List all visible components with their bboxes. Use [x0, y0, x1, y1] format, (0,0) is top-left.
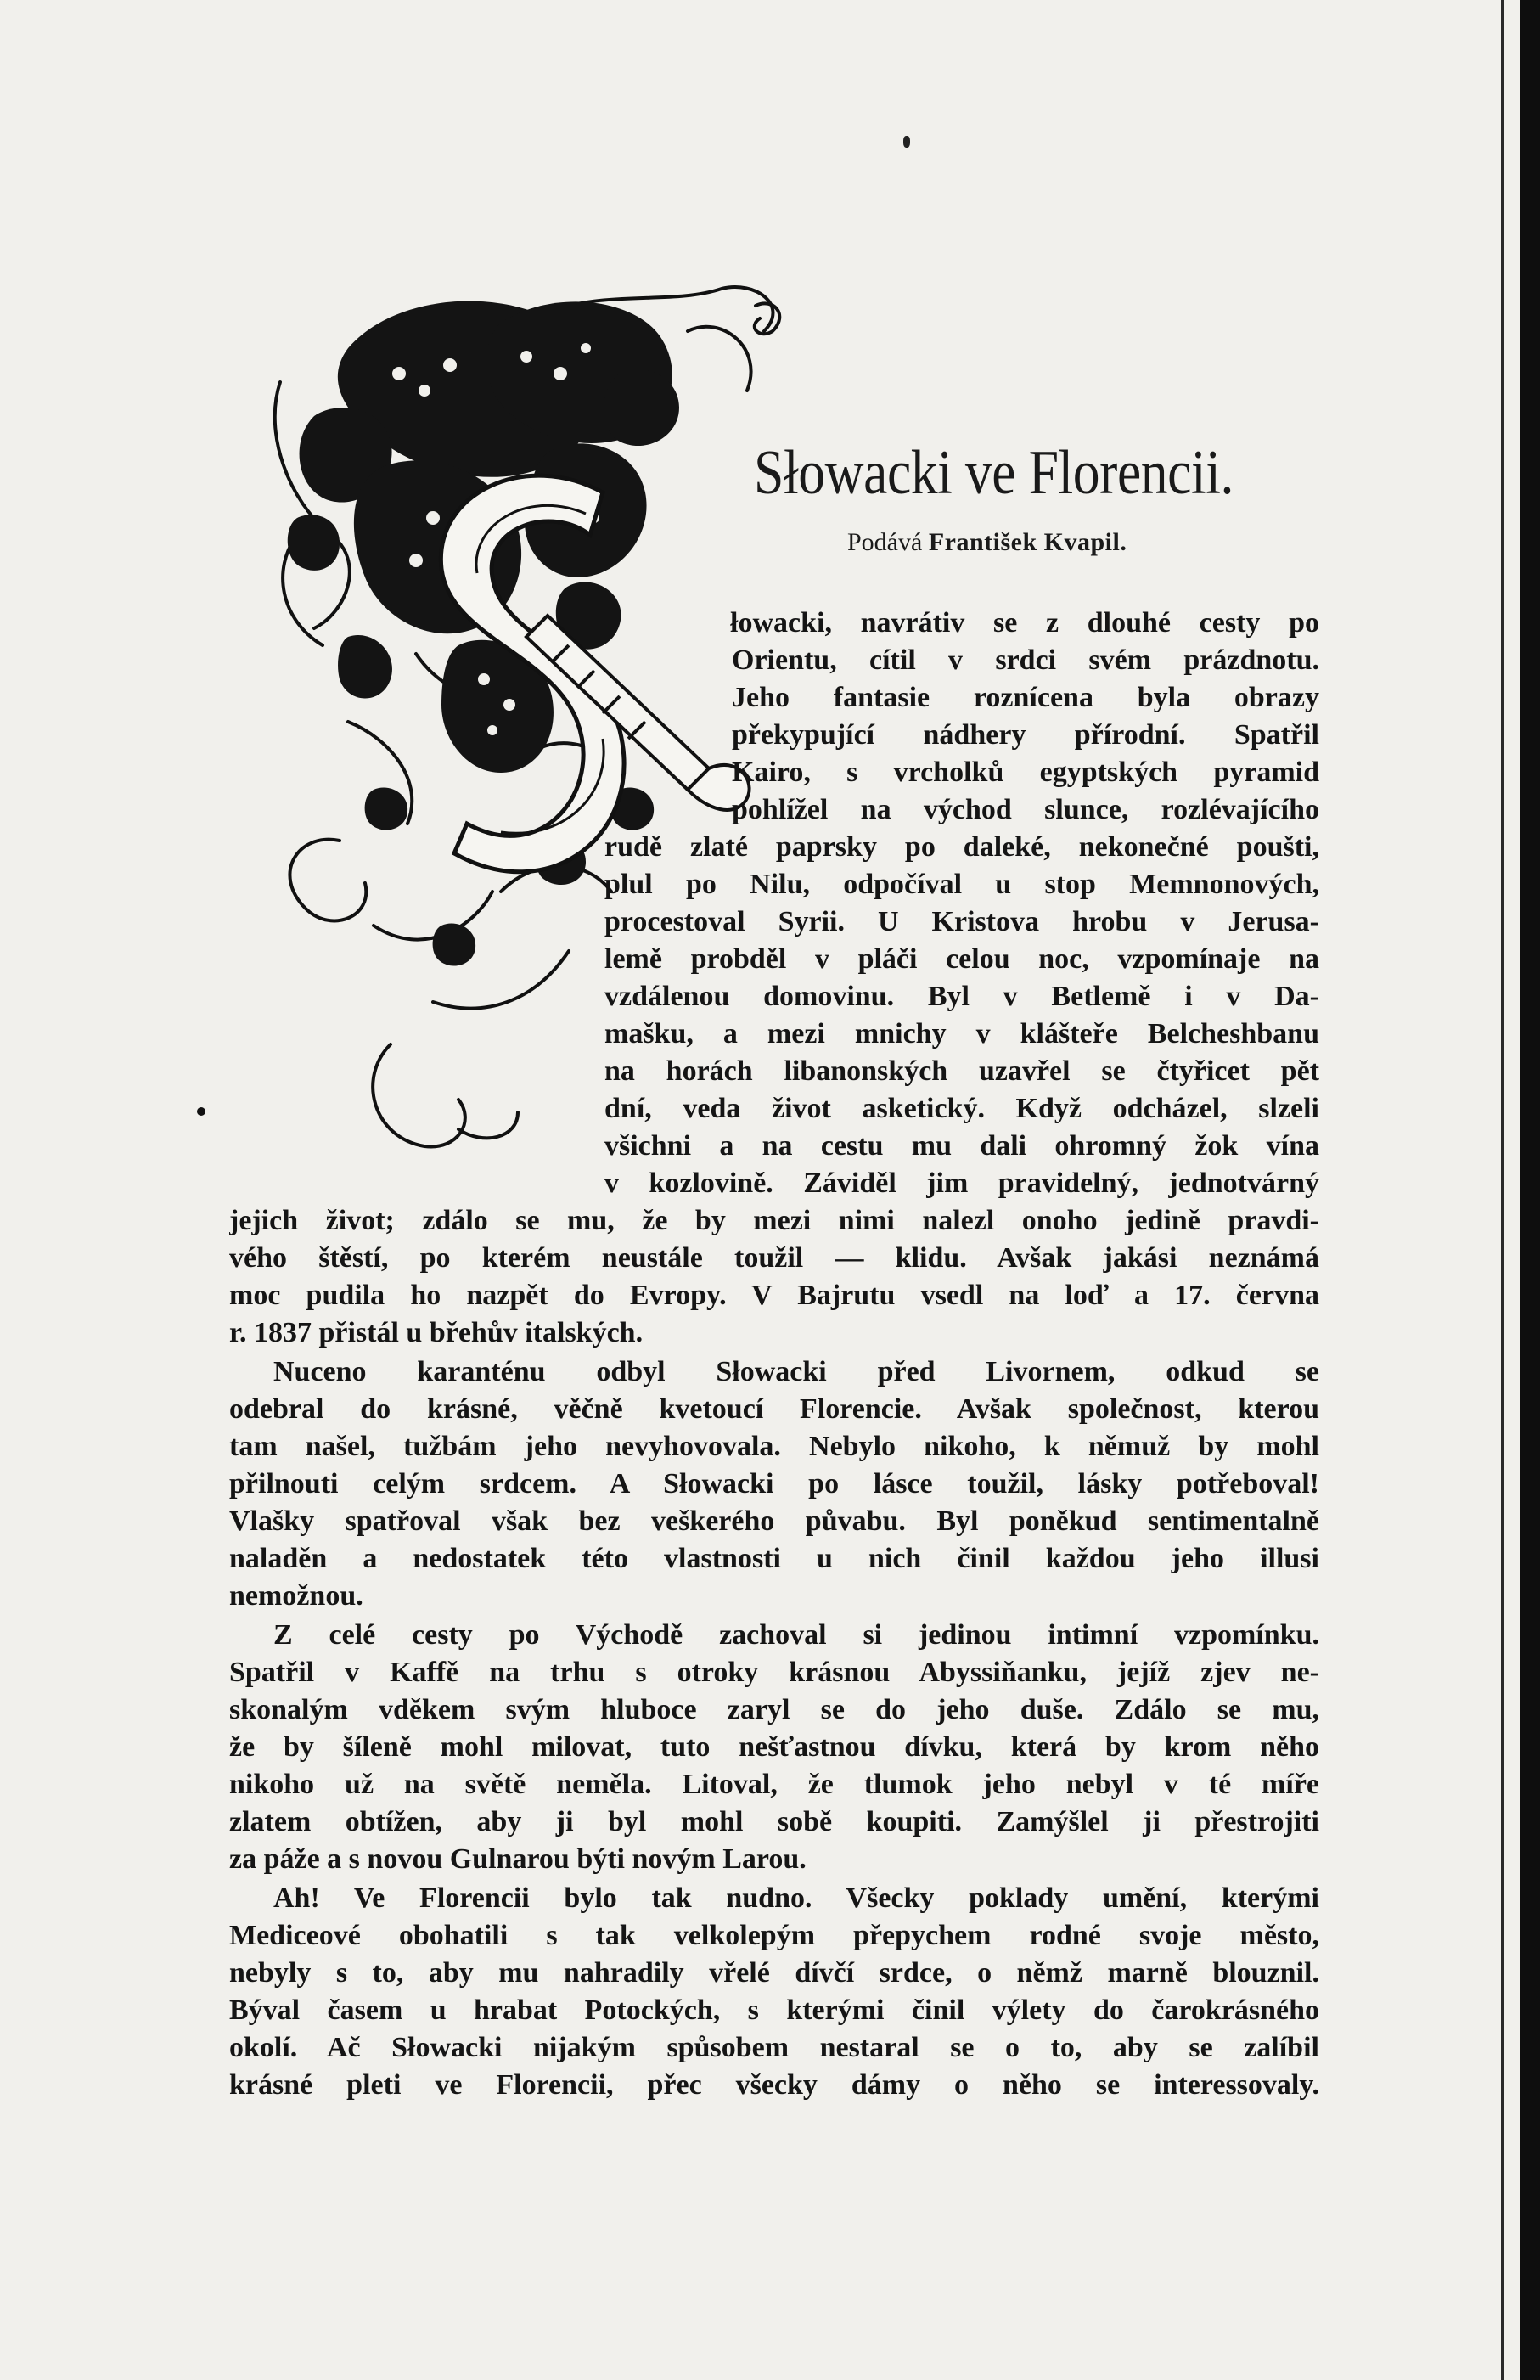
text-line: že by šíleně mohl milovat, tuto nešťastnou dívku, která by krom něho [229, 1731, 1319, 1763]
text-line: Orientu, cítil v srdci svém prázdnotu. [732, 644, 1319, 676]
text-line: nikoho už na světě neměla. Litoval, že tlumok jeho nebyl v té míře [229, 1769, 1319, 1800]
text-line: nemožnou. [229, 1580, 363, 1612]
text-line: r. 1837 přistál u břehův italských. [229, 1317, 644, 1348]
text-line: Ah! Ve Florencii bylo tak nudno. Všecky poklady umění, kterými [273, 1882, 1319, 1914]
author-name: František Kvapil. [928, 528, 1127, 556]
text-line: krásné pleti ve Florencii, přec všecky dámy o něho se interessovaly. [229, 2069, 1319, 2101]
text-line: vého štěstí, po kterém neustále toužil — klidu. Avšak jakási neznámá [229, 1242, 1319, 1274]
text-line: v kozlovině. Záviděl jim pravidelný, jednotvárný [604, 1167, 1319, 1199]
text-line: okolí. Ač Słowacki nijakým spůsobem nestaral se o to, aby se zalíbil [229, 2032, 1319, 2063]
text-line: Býval časem u hrabat Potockých, s kterými činil výlety do čarokrásného [229, 1995, 1319, 2026]
text-line: plul po Nilu, odpočíval u stop Memnonových, [604, 869, 1319, 900]
text-line: tam našel, tužbám jeho nevyhovovala. Nebylo nikoho, k němuž by mohl [229, 1431, 1319, 1462]
text-line: Kairo, s vrcholků egyptských pyramid [732, 757, 1319, 788]
text-line: lemě probděl v pláči celou noc, vzpomínaje na [604, 943, 1319, 975]
text-line: všichni a na cestu mu dali ohromný žok vína [604, 1130, 1319, 1162]
text-line: rudě zlaté paprsky po daleké, nekonečné poušti, [604, 831, 1319, 863]
text-line: Spatřil v Kaffě na trhu s otroky krásnou Abyssiňanku, jejíž zjev ne- [229, 1657, 1319, 1688]
text-line: odebral do krásné, věčně kvetoucí Florencie. Avšak společnost, kterou [229, 1393, 1319, 1425]
text-line: nebyly s to, aby mu nahradily vřelé dívčí srdce, o němž marně blouznil. [229, 1957, 1319, 1989]
margin-dot [197, 1107, 205, 1116]
byline-prefix: Podává [847, 528, 923, 556]
text-line: dní, veda život asketický. Když odcházel, slzeli [604, 1093, 1319, 1124]
text-line: jejich život; zdálo se mu, že by mezi nimi nalezl onoho jedině pravdi- [229, 1205, 1319, 1236]
text-line: zlatem obtížen, aby ji byl mohl sobě koupiti. Zamýšlel ji přestrojiti [229, 1806, 1319, 1837]
text-line: pohlížel na východ slunce, rozlévajícího [732, 794, 1319, 825]
text-line: Nuceno karanténu odbyl Słowacki před Livornem, odkud se [273, 1356, 1319, 1387]
text-line: Vlašky spatřoval však bez veškerého půvabu. Byl poněkud sentimentalně [229, 1505, 1319, 1537]
scan-border [1520, 0, 1540, 2380]
text-line: vzdálenou domovinu. Byl v Betlemě i v Da- [604, 981, 1319, 1012]
text-line: Mediceové obohatili s tak velkolepým přepychem rodné svoje město, [229, 1920, 1319, 1951]
text-line: Z celé cesty po Východě zachoval si jedinou intimní vzpomínku. [273, 1619, 1319, 1651]
page-edge-line [1501, 0, 1504, 2380]
text-line: překypující nádhery přírodní. Spatřil [732, 719, 1319, 751]
text-line: procestoval Syrii. U Kristova hrobu v Jerusa- [604, 906, 1319, 937]
byline [847, 528, 1127, 557]
text-line: na horách libanonských uzavřel se čtyřicet pět [604, 1055, 1319, 1087]
text-line: přilnouti celým srdcem. A Słowacki po lásce toužil, lásky potřeboval! [229, 1468, 1319, 1499]
text-line: Jeho fantasie roznícena byla obrazy [732, 682, 1319, 713]
text-line: naladěn a nedostatek této vlastnosti u nich činil každou jeho illusi [229, 1543, 1319, 1574]
text-line: łowacki, navrátiv se z dlouhé cesty po [730, 607, 1319, 639]
text-line: za páže a s novou Gulnarou býti novým Larou. [229, 1843, 807, 1875]
ink-speck [903, 136, 910, 148]
article-title: Słowacki ve Florencii. [754, 438, 1234, 508]
text-line: moc pudila ho nazpět do Evropy. V Bajrutu vsedl na loď a 17. června [229, 1280, 1319, 1311]
text-line: skonalým vděkem svým hluboce zaryl se do jeho duše. Zdálo se mu, [229, 1694, 1319, 1725]
text-line: mašku, a mezi mnichy v klášteře Belcheshbanu [604, 1018, 1319, 1049]
